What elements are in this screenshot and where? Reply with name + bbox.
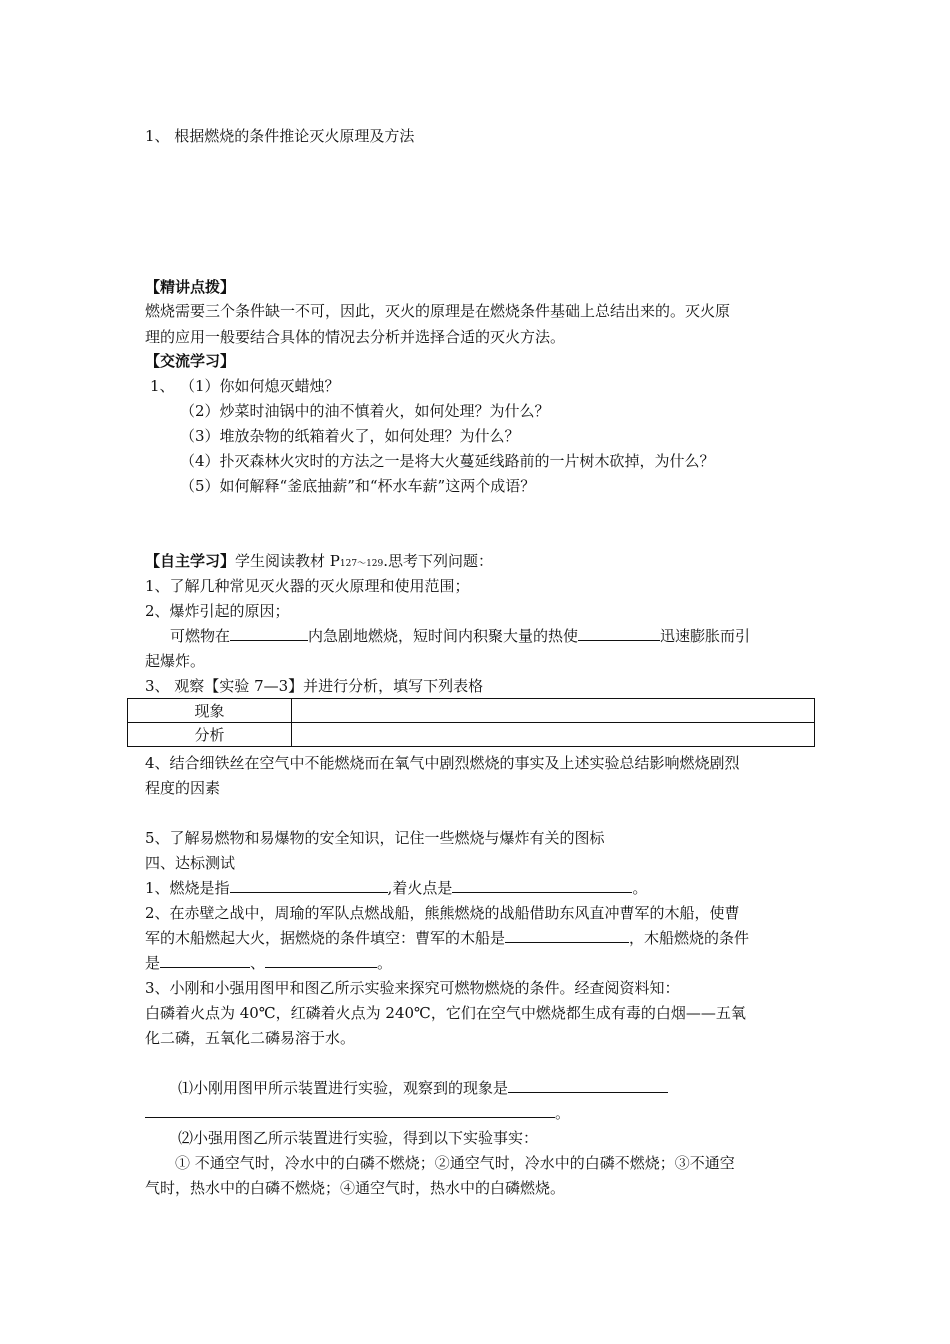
- list-item: （4）扑灭森林火灾时的方法之一是将大火蔓延线路前的一片树木砍掉，为什么？: [180, 452, 715, 470]
- fill-in-line: [170, 626, 750, 646]
- text: ，木船燃烧的条件: [629, 929, 750, 947]
- list-item-prefix: 1、: [150, 377, 175, 395]
- section-heading-jingjiang: 【精讲点拨】: [145, 278, 236, 296]
- list-item: （5）如何解释“釜底抽薪”和“杯水车薪”这两个成语？: [180, 477, 536, 495]
- page-range: 127～129: [339, 559, 384, 569]
- question-3-line: 3、小刚和小强用图甲和图乙所示实验来探究可燃物燃烧的条件。经查阅资料知：: [145, 979, 680, 997]
- list-item: 2、爆炸引起的原因；: [145, 602, 290, 620]
- blank-field[interactable]: [230, 878, 388, 893]
- blank-field[interactable]: [230, 626, 308, 641]
- question-3-facts: ① 不通空气时，冷水中的白磷不燃烧；②通空气时，冷水中的白磷不燃烧；③不通空: [175, 1154, 735, 1172]
- text: 。: [632, 879, 648, 897]
- list-item: 1、了解几种常见灭火器的灭火原理和使用范围；: [145, 577, 470, 595]
- section-heading-dabiao: 四、达标测试: [145, 854, 236, 872]
- question-3-line: 化二磷，五氧化二磷易溶于水。: [145, 1029, 356, 1047]
- question-3-sub-1-cont: [145, 1103, 570, 1123]
- question-3-line: 白磷着火点为 40℃，红磷着火点为 240℃，它们在空气中燃烧都生成有毒的白烟——五氧: [145, 1004, 746, 1022]
- table-header-cell: 分析: [128, 723, 292, 747]
- question-3-sub-2: ⑵小强用图乙所示装置进行实验，得到以下实验事实：: [178, 1129, 539, 1147]
- table-answer-cell[interactable]: [292, 723, 815, 747]
- table-answer-cell[interactable]: [292, 699, 815, 723]
- text: 。: [377, 954, 393, 972]
- question-1-title: 1、 根据燃烧的条件推论灭火原理及方法: [145, 127, 415, 145]
- section-heading-zizhu: 【自主学习】: [145, 552, 236, 570]
- list-item: 4、结合细铁丝在空气中不能燃烧而在氧气中剧烈燃烧的事实及上述实验总结影响燃烧剧烈: [145, 754, 740, 772]
- question-2-line: [145, 928, 749, 948]
- section-heading-jiaoliu: 【交流学习】: [145, 352, 236, 370]
- question-2-line: [145, 953, 392, 973]
- text: ,着火点是: [387, 879, 453, 897]
- observation-table: [127, 698, 815, 747]
- list-item: （1）你如何熄灭蜡烛？: [180, 377, 340, 395]
- text: 是: [145, 954, 161, 972]
- text: 可燃物在: [170, 627, 231, 645]
- list-item: （2）炒菜时油锅中的油不慎着火，如何处理？为什么？: [180, 402, 550, 420]
- intro-text-end: .思考下列问题：: [383, 552, 494, 570]
- blank-field[interactable]: [145, 1103, 555, 1118]
- question-3-sub-1: [178, 1078, 668, 1098]
- question-2-line: 2、在赤壁之战中，周瑜的军队点燃战船，熊熊燃烧的战船借助东风直冲曹军的木船，使曹: [145, 904, 740, 922]
- text: 内急剧地燃烧，短时间内积聚大量的热使: [308, 627, 579, 645]
- text: 迅速膨胀而引: [660, 627, 751, 645]
- text: ⑴小刚用图甲所示装置进行实验，观察到的现象是: [178, 1079, 509, 1097]
- table-row: [128, 699, 815, 723]
- blank-field[interactable]: [578, 626, 660, 641]
- zizhu-intro: [145, 551, 493, 574]
- paragraph-line: 理的应用一般要结合具体的情况去分析并选择合适的灭火方法。: [145, 328, 566, 346]
- text: 。: [555, 1104, 571, 1122]
- text: 军的木船燃起大火，据燃烧的条件填空：曹军的木船是: [145, 929, 506, 947]
- table-row: [128, 723, 815, 747]
- paragraph-line: 燃烧需要三个条件缺一不可，因此，灭火的原理是在燃烧条件基础上总结出来的。灭火原: [145, 302, 731, 320]
- intro-text: 学生阅读教材 P: [235, 552, 340, 570]
- blank-field[interactable]: [505, 928, 629, 943]
- list-item: （3）堆放杂物的纸箱着火了，如何处理？为什么？: [180, 427, 520, 445]
- text: 1、燃烧是指: [145, 879, 230, 897]
- question-3-facts: 气时，热水中的白磷不燃烧；④通空气时，热水中的白磷燃烧。: [145, 1179, 566, 1197]
- paragraph-line: 起爆炸。: [145, 652, 206, 670]
- blank-field[interactable]: [265, 953, 377, 968]
- blank-field[interactable]: [508, 1078, 668, 1093]
- text: 、: [250, 954, 266, 972]
- question-1: [145, 878, 647, 898]
- list-item: 3、 观察【实验 7—3】并进行分析，填写下列表格: [145, 677, 484, 695]
- table-header-cell: 现象: [128, 699, 292, 723]
- list-item: 5、了解易燃物和易爆物的安全知识，记住一些燃烧与爆炸有关的图标: [145, 829, 605, 847]
- blank-field[interactable]: [452, 878, 632, 893]
- blank-field[interactable]: [160, 953, 250, 968]
- paragraph-line: 程度的因素: [145, 779, 221, 797]
